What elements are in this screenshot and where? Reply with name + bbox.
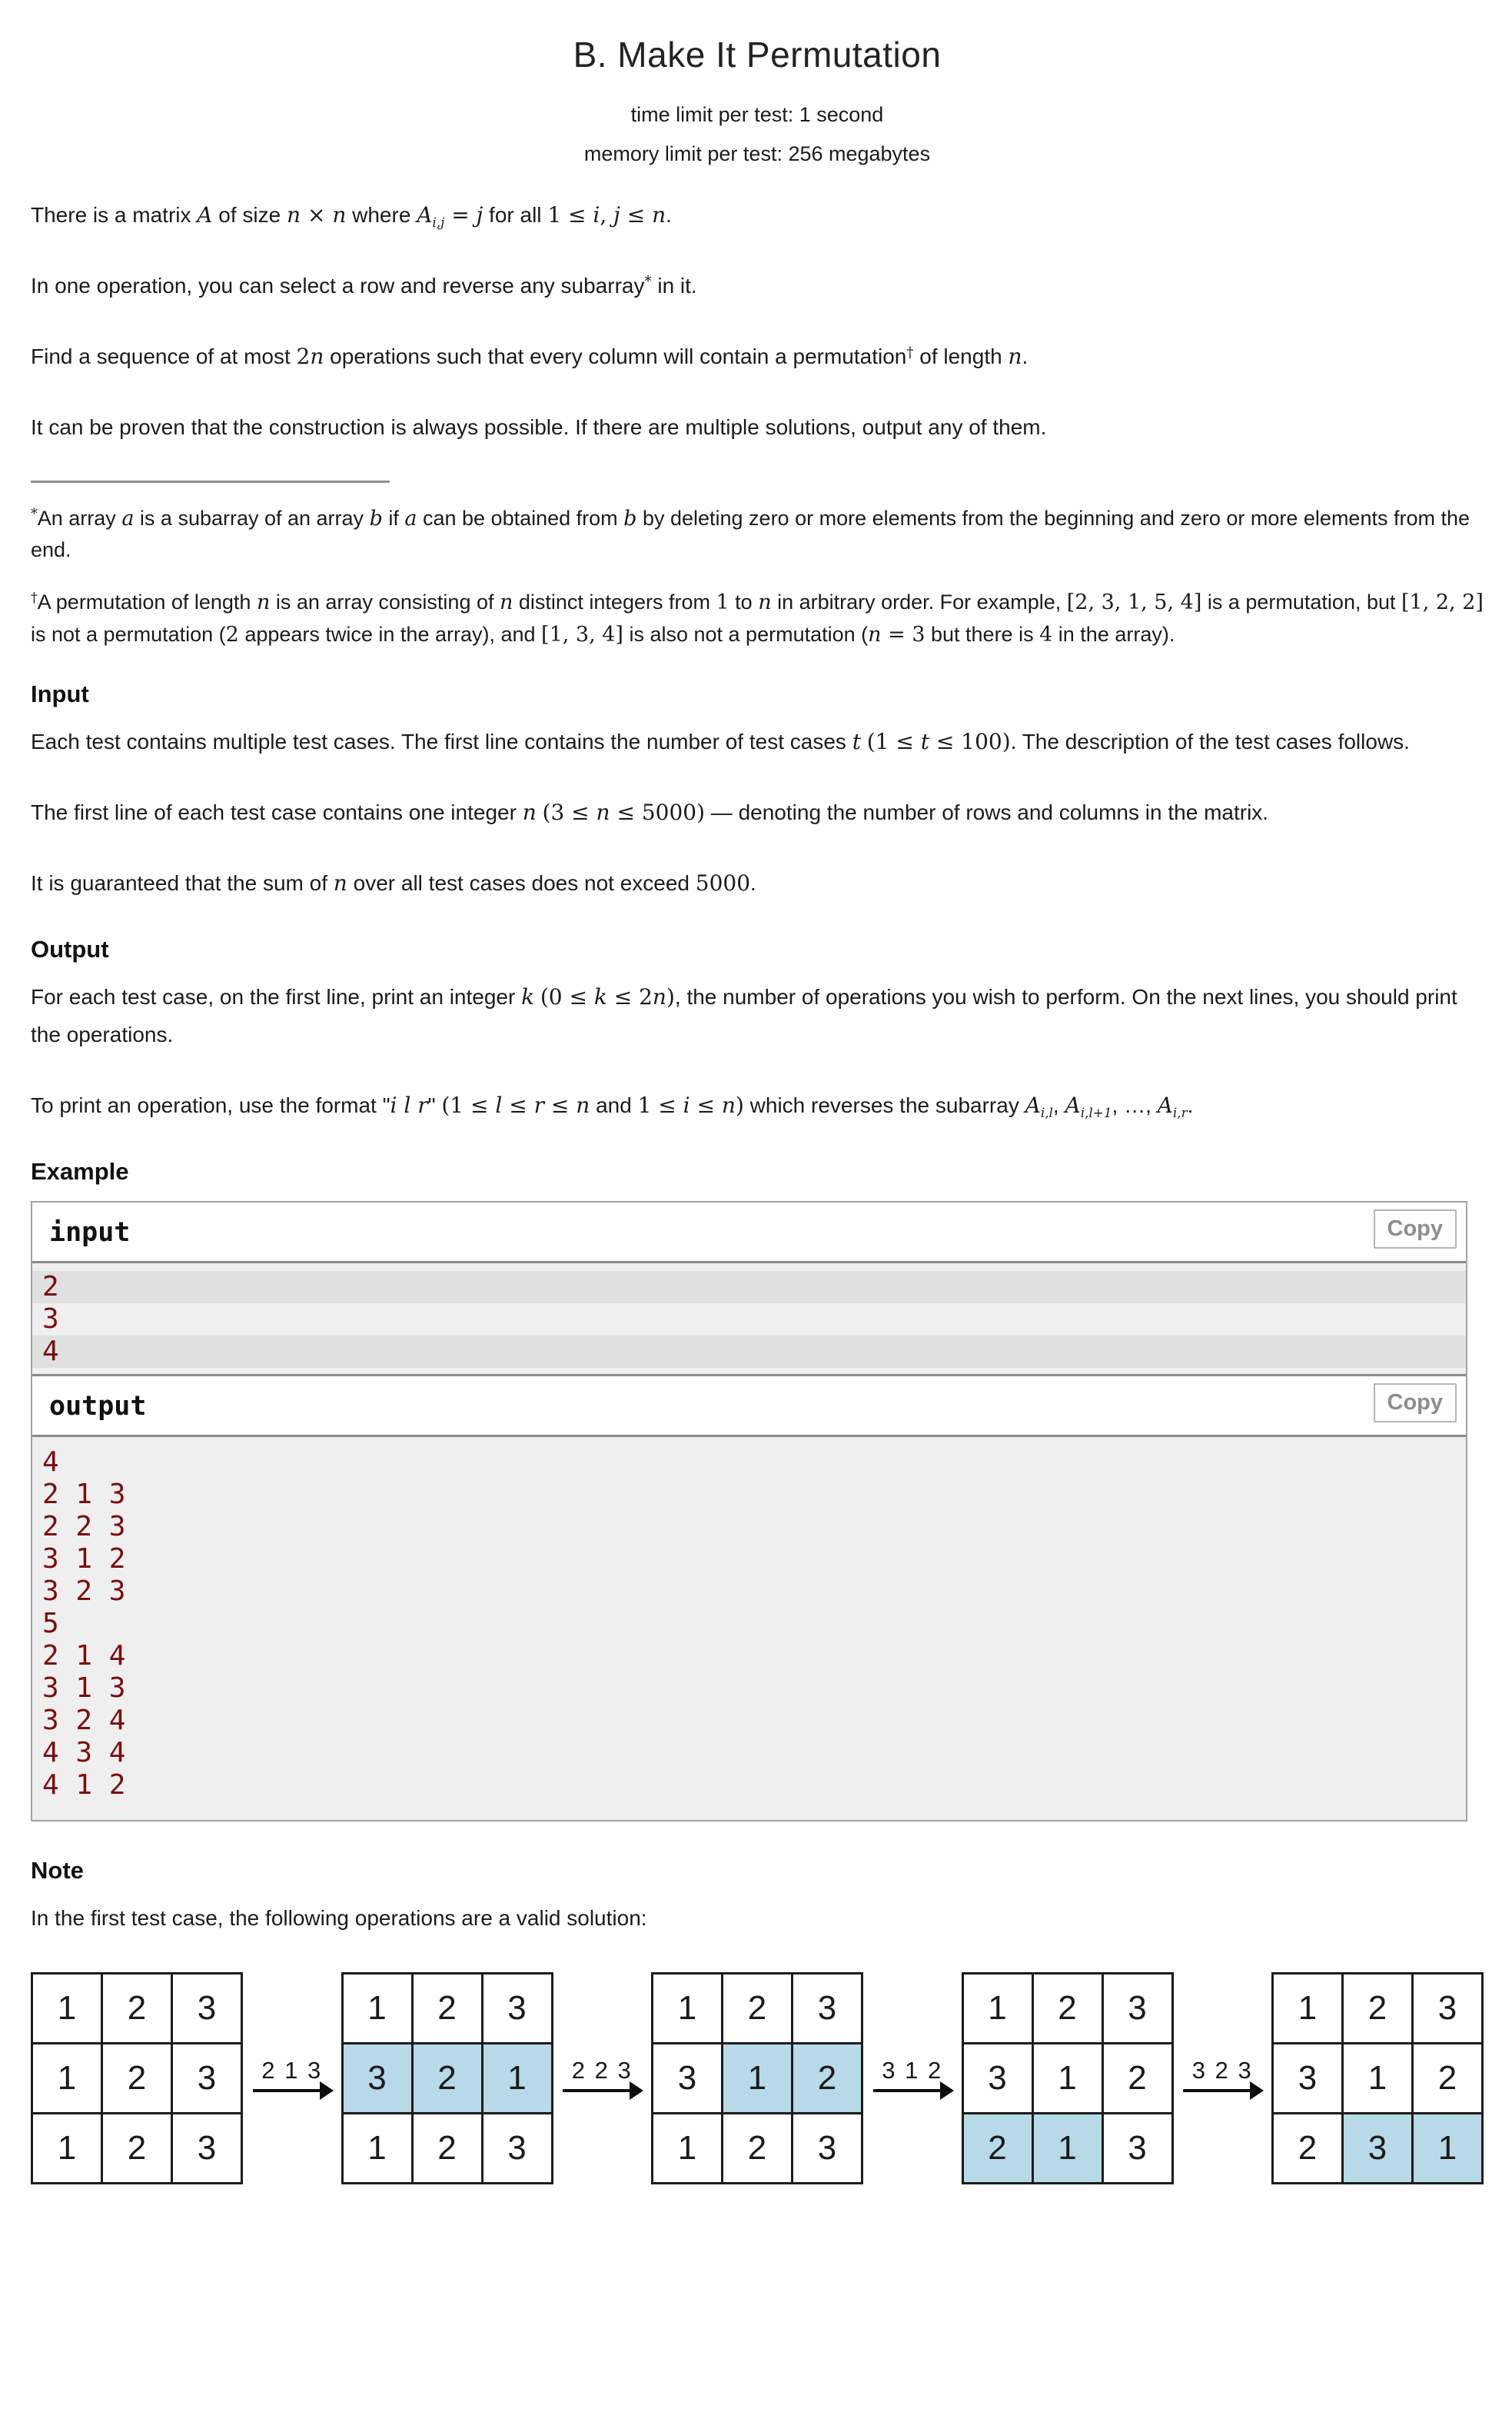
sample-input-header <box>32 1203 1466 1263</box>
sample-output-section <box>32 1376 1466 1820</box>
math-segment: n <box>256 591 271 615</box>
math-segment: n <box>868 623 882 647</box>
text-segment: is not a permutation ( <box>31 623 226 647</box>
text-segment: to <box>729 591 759 614</box>
right-arrow-icon <box>563 2089 641 2092</box>
example-line: 2 2 3 <box>42 1510 126 1542</box>
matrix-cell: 3 <box>1273 2044 1343 2114</box>
section-heading-input: Input <box>31 680 89 707</box>
math-segment: n <box>758 591 772 615</box>
math-segment: n <box>332 202 347 228</box>
text-segment: appears twice in the array), and <box>238 623 542 647</box>
matrix-cell: 2 <box>102 2114 172 2184</box>
matrix-cell: 2 <box>723 2114 793 2184</box>
section-heading-note: Note <box>31 1856 84 1884</box>
section-heading-example: Example <box>31 1157 129 1185</box>
matrix-cell: 3 <box>653 2044 723 2114</box>
example-line: 4 <box>32 1336 1466 1368</box>
math-segment: n <box>652 984 666 1010</box>
matrix-4 <box>962 1972 1174 2184</box>
text-segment: of length <box>913 344 1009 369</box>
text-segment: , the number of operations you wish to perform. On the next lines, you should print the operations. <box>31 985 1457 1046</box>
math-segment: 1 ≤ <box>547 202 593 228</box>
math-segment: a <box>121 506 135 531</box>
math-segment: ≤ 5000) <box>610 800 706 826</box>
matrix-cell: 2 <box>1343 1974 1413 2044</box>
math-segment: † <box>906 344 914 361</box>
operation-arrow-group <box>1174 2057 1272 2100</box>
math-segment: n <box>522 800 537 826</box>
example-line: 4 1 2 <box>42 1768 126 1801</box>
math-segment: t <box>852 729 861 754</box>
problem-title: B. Make It Permutation <box>573 35 942 75</box>
memory-limit: memory limit per test: 256 megabytes <box>583 142 931 165</box>
text-segment: where <box>346 203 417 227</box>
text-segment: In the first test case, the following operations are a valid solution: <box>31 1905 647 1930</box>
matrix-cell: 3 <box>793 2114 862 2184</box>
note-paragraph <box>31 1900 1484 1937</box>
text-segment: In one operation, you can select a row and reverse any subarray <box>31 274 645 298</box>
text-segment <box>861 730 867 754</box>
text-segment: It can be proven that the construction is always possible. If there are multiple solutions, output any of them. <box>31 415 1047 440</box>
math-segment: n <box>333 870 347 897</box>
math-segment: (1 ≤ <box>441 1092 496 1118</box>
matrix-cell: 1 <box>342 2114 412 2184</box>
matrix-5 <box>1271 1972 1484 2184</box>
operation-arrow-group <box>553 2057 652 2100</box>
text-segment: operations such that every column will contain a permutation <box>324 344 907 369</box>
matrix-cell: 2 <box>412 1974 482 2044</box>
matrix-cell: 2 <box>962 2114 1032 2184</box>
matrix-cell: 2 <box>1413 2044 1483 2114</box>
math-segment: ≤ <box>502 1092 534 1118</box>
matrix-cell: 2 <box>1102 2044 1172 2114</box>
math-segment: 2 <box>296 344 311 370</box>
example-line: 2 <box>32 1271 1466 1303</box>
input-paragraph <box>31 865 1484 902</box>
text-segment: , …, <box>1112 1093 1158 1117</box>
math-segment: (0 ≤ <box>540 984 594 1010</box>
math-segment: ) <box>666 984 675 1010</box>
text-segment: Find a sequence of at most <box>31 344 297 369</box>
math-segment: r <box>533 1092 544 1118</box>
math-segment: ≤ <box>690 1092 722 1118</box>
example-line: 2 1 3 <box>42 1478 126 1510</box>
problem-statement <box>31 197 1484 447</box>
math-segment: A <box>417 202 433 228</box>
math-segment: n <box>721 1092 736 1118</box>
matrix-cell: 2 <box>1273 2114 1343 2184</box>
statement-paragraph <box>31 338 1484 375</box>
matrix-cell: 1 <box>653 1974 723 2044</box>
math-segment: [1, 2, 2] <box>1401 591 1484 615</box>
example-line: 4 <box>42 1446 59 1478</box>
math-segment: ≤ <box>620 202 653 228</box>
example-line: 5 <box>42 1607 59 1639</box>
sample-output-header <box>32 1376 1466 1437</box>
text-segment: A permutation of length <box>37 591 257 614</box>
math-segment: A <box>1157 1092 1173 1118</box>
text-segment: It is guaranteed that the sum of <box>31 871 334 896</box>
math-segment: k <box>521 984 535 1010</box>
text-segment: and <box>590 1093 638 1117</box>
text-segment: is a permutation, but <box>1201 591 1401 614</box>
footnote-subarray <box>31 503 1484 567</box>
arrow-label: 3 1 2 <box>882 2057 943 2084</box>
output-paragraph <box>31 1087 1484 1124</box>
math-segment: j <box>613 202 620 228</box>
text-segment: is an array consisting of <box>270 591 500 614</box>
text-segment: — denoting the number of rows and columns in the matrix. <box>705 800 1269 825</box>
matrix-cell: 3 <box>1102 2114 1172 2184</box>
math-segment: i,l <box>1040 1104 1053 1120</box>
math-segment: i,j <box>432 214 445 230</box>
math-segment: * <box>31 506 38 522</box>
operations-diagram <box>31 1972 1484 2184</box>
math-segment: (3 ≤ <box>542 800 596 826</box>
text-segment: Each test contains multiple test cases. The first line contains the number of test cases <box>31 730 852 754</box>
operation-arrow-group <box>863 2057 962 2100</box>
math-segment: 5000 <box>695 870 751 897</box>
matrix-cell: 2 <box>412 2044 482 2114</box>
text-segment <box>534 985 540 1009</box>
example-line: 3 1 2 <box>42 1542 126 1575</box>
text-segment: which reverses the subarray <box>743 1093 1025 1117</box>
matrix-cell: 1 <box>1413 2114 1483 2184</box>
text-segment: in it. <box>651 274 697 298</box>
math-segment: ) <box>735 1092 744 1118</box>
text-segment: can be obtained from <box>417 506 624 530</box>
matrix-1 <box>31 1972 243 2184</box>
math-segment: n <box>499 591 513 615</box>
matrix-3 <box>651 1972 863 2184</box>
text-segment: distinct integers from <box>513 591 716 614</box>
matrix-cell: 2 <box>793 2044 862 2114</box>
math-segment: (1 ≤ <box>866 729 921 754</box>
text-segment: An array <box>37 506 122 530</box>
math-segment: b <box>369 506 383 531</box>
text-segment: over all test cases does not exceed <box>347 871 696 896</box>
input-paragraph <box>31 794 1484 831</box>
math-segment: i,l+1 <box>1080 1104 1112 1120</box>
copy-output-button[interactable]: Copy <box>1374 1383 1457 1422</box>
right-arrow-icon <box>873 2089 952 2092</box>
math-segment: j <box>476 202 484 228</box>
matrix-cell: 1 <box>32 2044 102 2114</box>
right-arrow-icon <box>1183 2089 1261 2092</box>
matrix-cell: 3 <box>172 1974 242 2044</box>
matrix-cell: 1 <box>342 1974 412 2044</box>
math-segment: 2 <box>225 623 239 647</box>
output-paragraph <box>31 979 1484 1053</box>
matrix-cell: 1 <box>1032 2044 1102 2114</box>
math-segment: n <box>310 344 324 370</box>
matrix-cell: 3 <box>962 2044 1032 2114</box>
copy-input-button[interactable]: Copy <box>1374 1209 1457 1249</box>
math-segment: n <box>596 800 610 826</box>
text-segment: , <box>1052 1093 1065 1117</box>
matrix-cell: 1 <box>962 1974 1032 2044</box>
math-segment: A <box>1065 1092 1081 1118</box>
matrix-cell: 3 <box>172 2044 242 2114</box>
math-segment: ≤ 2 <box>606 984 653 1010</box>
matrix-cell: 1 <box>1273 1974 1343 2044</box>
math-segment: 4 <box>1039 623 1053 647</box>
matrix-cell: 2 <box>102 1974 172 2044</box>
example-line: 3 2 3 <box>42 1575 126 1607</box>
footnote-divider <box>31 481 390 483</box>
math-segment: n <box>652 202 666 228</box>
text-segment: . <box>666 203 672 227</box>
math-segment: A <box>197 202 213 228</box>
math-segment: * <box>644 274 652 291</box>
arrow-label: 2 1 3 <box>261 2057 323 2084</box>
example-line: 2 1 4 <box>42 1639 126 1672</box>
section-heading-output: Output <box>31 936 109 963</box>
text-segment: for all <box>483 203 548 227</box>
math-segment: i <box>683 1092 690 1118</box>
math-segment: n <box>576 1092 590 1118</box>
input-paragraph <box>31 724 1484 760</box>
matrix-cell: 3 <box>1413 1974 1483 2044</box>
math-segment: † <box>31 591 38 607</box>
text-segment <box>537 800 543 824</box>
math-segment: n <box>1008 344 1022 370</box>
math-segment: 1 <box>716 591 729 615</box>
math-segment: n <box>287 202 301 228</box>
time-limit: time limit per test: 1 second <box>630 103 884 126</box>
sample-output-label: output <box>49 1390 147 1422</box>
matrix-cell: 3 <box>482 1974 552 2044</box>
text-segment: . <box>750 871 756 896</box>
example-line: 3 1 3 <box>42 1672 126 1704</box>
text-segment: of size <box>212 203 287 227</box>
matrix-cell: 2 <box>412 2114 482 2184</box>
right-arrow-icon <box>253 2089 331 2092</box>
matrix-cell: 3 <box>1102 1974 1172 2044</box>
matrix-cell: 2 <box>1032 1974 1102 2044</box>
math-segment: k <box>593 984 607 1010</box>
text-segment: in arbitrary order. For example, <box>771 591 1067 614</box>
matrix-2 <box>341 1972 553 2184</box>
example-line: 3 2 4 <box>42 1704 126 1736</box>
matrix-cell: 1 <box>32 1974 102 2044</box>
matrix-cell: 1 <box>723 2044 793 2114</box>
sample-input-lines <box>32 1263 1466 1376</box>
text-segment: is also not a permutation ( <box>623 623 869 647</box>
footnote-permutation <box>31 587 1484 651</box>
math-segment: b <box>623 506 637 531</box>
matrix-cell: 3 <box>793 1974 862 2044</box>
arrow-label: 2 2 3 <box>571 2057 633 2084</box>
math-segment: ≤ 100) <box>929 729 1011 754</box>
arrow-label: 3 2 3 <box>1191 2057 1253 2084</box>
sample-input-section <box>32 1203 1466 1376</box>
text-segment: in the array). <box>1052 623 1175 647</box>
text-segment: " <box>427 1093 442 1117</box>
statement-paragraph <box>31 268 1484 304</box>
math-segment: [2, 3, 1, 5, 4] <box>1066 591 1202 615</box>
sample-input-label: input <box>49 1216 131 1248</box>
math-segment: A <box>1025 1092 1041 1118</box>
matrix-cell: 1 <box>1032 2114 1102 2184</box>
text-segment: For each test case, on the first line, print an integer <box>31 985 522 1010</box>
text-segment: . The description of the test cases follows. <box>1010 730 1410 754</box>
matrix-cell: 2 <box>102 2044 172 2114</box>
math-segment: l <box>495 1092 503 1118</box>
text-segment: . <box>1187 1093 1194 1117</box>
math-segment: 1 ≤ <box>637 1092 683 1118</box>
math-segment: i l r <box>390 1092 428 1118</box>
matrix-cell: 3 <box>1343 2114 1413 2184</box>
matrix-cell: 3 <box>342 2044 412 2114</box>
math-segment: [1, 3, 4] <box>541 623 623 647</box>
math-segment: ≤ <box>544 1092 577 1118</box>
math-segment: i <box>593 202 600 228</box>
text-segment: To print an operation, use the format " <box>31 1093 390 1117</box>
matrix-cell: 1 <box>1343 2044 1413 2114</box>
example-box <box>31 1201 1467 1821</box>
operation-arrow-group <box>243 2057 341 2100</box>
matrix-cell: 1 <box>653 2114 723 2184</box>
text-segment: There is a matrix <box>31 203 198 227</box>
text-segment: The first line of each test case contains one integer <box>31 800 523 825</box>
math-segment: t <box>920 729 929 754</box>
math-segment: = 3 <box>881 623 925 647</box>
matrix-cell: 3 <box>172 2114 242 2184</box>
math-segment: × <box>301 202 333 228</box>
text-segment: by deleting zero or more elements from the beginning and zero or more elements from the end. <box>31 506 1470 562</box>
math-segment: a <box>404 506 417 531</box>
text-segment: . <box>1022 344 1028 369</box>
statement-paragraph <box>31 197 1484 234</box>
text-segment: but there is <box>925 623 1040 647</box>
text-segment: if <box>382 506 405 530</box>
example-line: 3 <box>42 1302 59 1335</box>
matrix-cell: 3 <box>482 2114 552 2184</box>
example-line: 4 3 4 <box>42 1736 126 1768</box>
math-segment: = <box>444 202 477 228</box>
matrix-cell: 1 <box>482 2044 552 2114</box>
sample-output-lines <box>32 1437 1466 1820</box>
matrix-cell: 1 <box>32 2114 102 2184</box>
text-segment: is a subarray of an array <box>134 506 370 530</box>
math-segment: i,r <box>1172 1104 1188 1120</box>
matrix-cell: 2 <box>723 1974 793 2044</box>
math-segment: , <box>600 202 614 228</box>
statement-paragraph <box>31 409 1484 446</box>
